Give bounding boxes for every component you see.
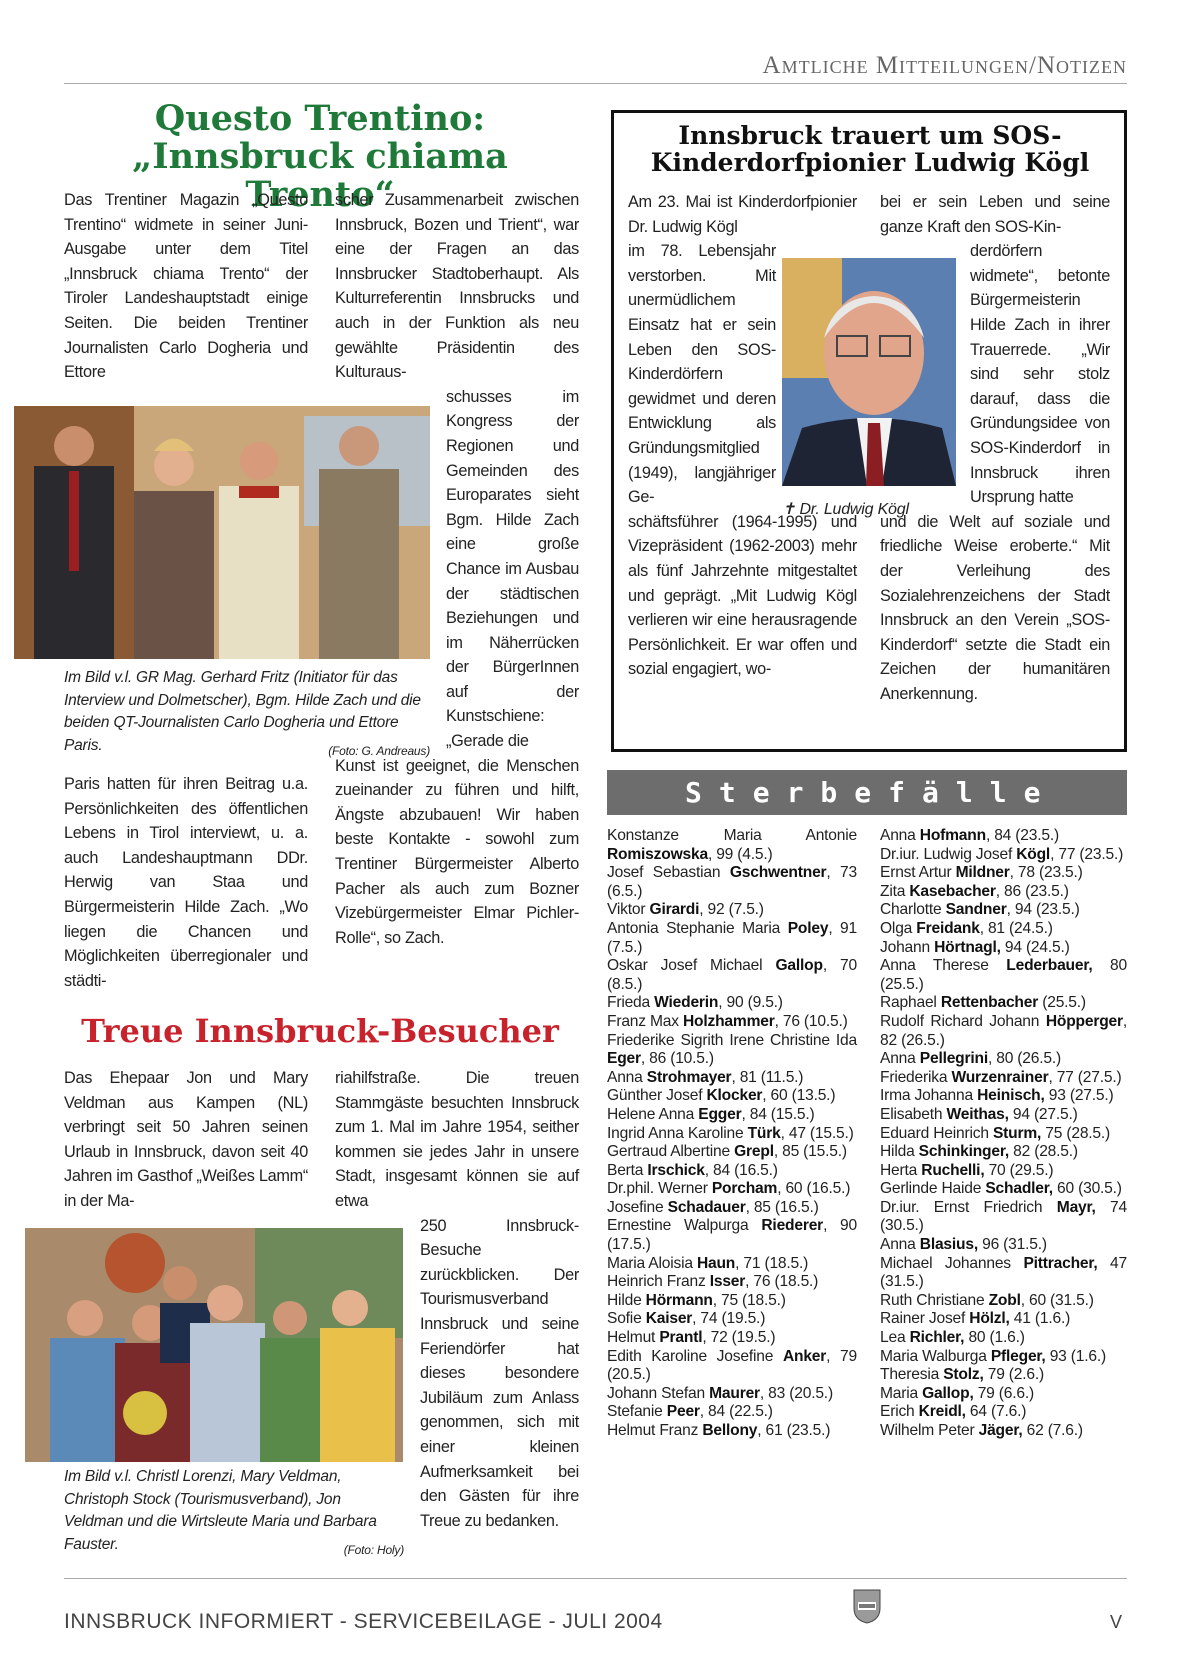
death-entry <box>880 1106 1127 1125</box>
surname: Gallop, <box>922 1384 974 1402</box>
age-date: 70 (29.5.) <box>984 1161 1054 1179</box>
death-entry <box>607 1292 857 1311</box>
surname: Anker <box>782 1347 827 1365</box>
death-entry <box>607 1273 857 1292</box>
surname: Schadauer <box>667 1198 746 1216</box>
article3-col1-top: Am 23. Mai ist Kinderdorfpionier Dr. Ludwig Kögl <box>628 193 857 236</box>
article3-col1-bottom: schäftsführer (1964-1995) und Vizepräsident (1962-2003) mehr als fünf Jahrzehnte mitgestaltet und geprägt. „Mit Ludwig Kögl verlieren wir eine herausragende Persönlichkeit. Er war offen und sozial engagiert, wo- <box>628 512 857 679</box>
surname: Zobl <box>988 1291 1021 1309</box>
surname: Irschick <box>647 1161 705 1179</box>
age-date: , 85 (16.5.) <box>745 1198 819 1216</box>
first-names: Lea <box>880 1329 910 1347</box>
first-names: Anna Therese <box>880 957 1007 975</box>
footer-publication: INNSBRUCK INFORMIERT - SERVICEBEILAGE - JULI 2004 <box>64 1610 663 1633</box>
first-names: Erich <box>880 1403 919 1421</box>
death-entry <box>880 901 1127 920</box>
first-names: Josefine <box>607 1198 668 1216</box>
age-date: , 86 (10.5.) <box>640 1050 714 1068</box>
death-entry <box>880 1087 1127 1106</box>
death-entry <box>607 1013 857 1032</box>
surname: Weithas, <box>946 1105 1009 1123</box>
age-date: , 90 (9.5.) <box>718 994 783 1012</box>
age-date: 60 (30.5.) <box>1052 1180 1122 1198</box>
death-entry <box>880 1329 1127 1348</box>
first-names: Wilhelm Peter <box>880 1422 979 1439</box>
death-entry <box>880 1162 1127 1181</box>
first-names: Viktor <box>607 901 650 919</box>
age-date: , 73 (6.5.) <box>607 864 857 900</box>
surname: Eger <box>607 1050 641 1068</box>
surname: Pfleger, <box>990 1347 1046 1365</box>
death-entry <box>607 1032 857 1069</box>
article1-col1-bottom: Paris hatten für ihren Beitrag u.a. Persönlichkeiten des öffentlichen Lebens in Tirol interviewt, u. a. auch Landeshauptmann DDr. Herwig van Staa und Bürgermeisterin Hilde Zach. „Wo liegen die Chancen und Möglichkeiten überregionaler und städti- <box>64 775 308 990</box>
death-entry <box>607 1422 857 1441</box>
first-names: Stefanie <box>607 1403 667 1421</box>
article3-col2-narrow: derdörfern widmete“, betonte Bürgermeisterin Hilde Zach in ihrer Trauerrede. „Wir sind sehr stolz darauf, dass die Gründungsidee von SOS-Kinderdorf in Innsbruck ihren Ursprung hatte <box>970 242 1110 507</box>
age-date: , 78 (23.5.) <box>1009 864 1083 882</box>
surname: Maurer <box>709 1384 760 1402</box>
death-entry <box>607 1162 857 1181</box>
death-entry <box>607 1348 857 1385</box>
first-names: Johann <box>880 938 935 956</box>
age-date: , 70 (8.5.) <box>607 957 858 993</box>
surname: Sandner <box>945 901 1007 919</box>
surname: Pittracher, <box>1023 1254 1098 1272</box>
first-names: Ernestine Walpurga <box>607 1217 762 1235</box>
section-header: Amtliche Mitteilungen/Notizen <box>762 52 1127 79</box>
innsbruck-coat-of-arms-icon <box>852 1588 882 1624</box>
age-date: 80 (1.6.) <box>964 1329 1025 1347</box>
first-names: Dr.iur. Ernst Friedrich <box>880 1198 1057 1216</box>
first-names: Helmut <box>607 1329 660 1347</box>
death-entry <box>880 1310 1127 1329</box>
age-date: , 83 (20.5.) <box>759 1384 833 1402</box>
death-entry <box>607 901 857 920</box>
surname: Grepl <box>734 1143 774 1161</box>
surname: Hörmann <box>645 1291 713 1309</box>
first-names: Rudolf Richard Johann <box>880 1012 1046 1030</box>
surname: Türk <box>747 1124 781 1142</box>
article3-col1-narrow: im 78. Lebensjahr verstorben. Mit unermüdlichem Einsatz hat er sein Leben den SOS-Kinderdörfern gewidmet und deren Entwicklung als Gründungsmitglied (1949), langjähriger Ge- <box>628 242 776 507</box>
surname: Egger <box>698 1105 742 1123</box>
age-date: 80 (25.5.) <box>880 957 1127 993</box>
deaths-list-col2 <box>880 827 1127 1441</box>
death-entry <box>607 1310 857 1329</box>
surname: Isser <box>709 1273 746 1291</box>
photo-credit: (Foto: Holy) <box>343 1542 404 1557</box>
age-date: , 84 (23.5.) <box>985 827 1059 844</box>
age-date: , 72 (19.5.) <box>702 1329 776 1347</box>
age-date: , 79 (20.5.) <box>607 1347 857 1384</box>
first-names: Zita <box>880 882 910 900</box>
article2-col2-narrow: 250 Innsbruck-Besuche zurückblicken. Der Tourismusverband Innsbruck und seine Feriendörfer hat dieses besondere Jubiläum zum Anlass genommen, sich mit einer kleinen Aufmerksamkeit bei den Gästen für ihre Treue zu bedanken. <box>420 1216 579 1530</box>
first-names: Raphael <box>880 994 941 1012</box>
death-entry <box>607 1125 857 1144</box>
age-date: , 86 (23.5.) <box>995 882 1069 900</box>
first-names: Josef Sebastian <box>607 864 730 882</box>
death-entry <box>880 939 1127 958</box>
surname: Porcham <box>711 1180 778 1198</box>
surname: Sturm, <box>992 1124 1042 1142</box>
age-date: , 60 (16.5.) <box>777 1180 851 1198</box>
age-date: , 85 (15.5.) <box>773 1143 847 1161</box>
article2-col1: Das Ehepaar Jon und Mary Veldman aus Kampen (NL) verbringt seit 50 Jahren seinen Urlaub in Innsbruck, davon seit 40 Jahren im Gasthof „Weißes Lamm“ in der Ma- <box>64 1069 308 1210</box>
death-entry <box>880 1422 1127 1441</box>
first-names: Helmut Franz <box>607 1422 703 1439</box>
deaths-banner: Sterbefälle <box>607 770 1127 815</box>
death-entry <box>607 1180 857 1199</box>
surname: Gallop <box>775 957 823 975</box>
age-date: , 76 (10.5.) <box>774 1012 848 1030</box>
first-names: Eduard Heinrich <box>880 1124 993 1142</box>
age-date: , 92 (7.5.) <box>699 901 764 919</box>
age-date: , 76 (18.5.) <box>745 1273 819 1291</box>
age-date: , 94 (23.5.) <box>1006 901 1080 919</box>
death-entry <box>880 827 1127 846</box>
death-entry <box>880 883 1127 902</box>
first-names: Olga <box>880 919 917 937</box>
age-date: , 91 (7.5.) <box>607 919 858 956</box>
first-names: Maria Walburga <box>880 1347 991 1365</box>
age-date: , 61 (23.5.) <box>757 1422 831 1439</box>
surname: Kögl <box>1016 845 1051 863</box>
death-entry <box>880 1403 1127 1422</box>
death-entry <box>880 1236 1127 1255</box>
death-entry <box>880 1050 1127 1069</box>
death-entry <box>880 994 1127 1013</box>
age-date: , 77 (23.5.) <box>1050 845 1124 863</box>
first-names: Theresia <box>880 1366 944 1384</box>
surname: Kaiser <box>645 1310 693 1328</box>
death-entry <box>880 1125 1127 1144</box>
article2-col2-top: riahilfstraße. Die treuen Stammgäste besuchten Innsbruck zum 1. Mal im Jahre 1954, seither kommen sie jedes Jahr in unsere Stadt, insgesamt können sie auf etwa <box>335 1069 579 1210</box>
first-names: Dr.phil. Werner <box>607 1180 712 1198</box>
first-names: Helene Anna <box>607 1105 699 1123</box>
surname: Höpperger <box>1045 1012 1123 1030</box>
death-entry <box>880 1143 1127 1162</box>
article3-col2-top: bei er sein Leben und seine ganze Kraft den SOS-Kin- <box>880 193 1110 236</box>
age-date: , 99 (4.5.) <box>707 845 773 863</box>
first-names: Anna <box>880 827 920 844</box>
first-names: Frieda <box>607 994 655 1012</box>
age-date: (25.5.) <box>1038 994 1086 1012</box>
article3-col2-bottom: und die Welt auf soziale und friedliche Weise eroberte.“ Mit der Verleihung des Sozialehrenzeichens der Stadt Innsbruck an den Verein „SOS-Kinderdorf“ setzte die Stadt ein Zeichen der humanitären Anerkennung. <box>880 512 1110 703</box>
article-koegl-title: Innsbruck trauert um SOS-Kinderdorfpionier Ludwig Kögl <box>650 121 1090 177</box>
surname: Mildner <box>955 864 1010 882</box>
surname: Mayr, <box>1056 1198 1096 1216</box>
age-date: , 82 (26.5.) <box>880 1012 1127 1049</box>
footer-rule <box>64 1578 1127 1579</box>
surname: Richler, <box>909 1329 965 1347</box>
age-date: 74 (30.5.) <box>880 1198 1127 1235</box>
first-names: Günther Josef <box>607 1087 707 1105</box>
death-entry <box>880 1292 1127 1311</box>
age-date: , 84 (15.5.) <box>741 1105 815 1123</box>
first-names: Ruth Christiane <box>880 1291 989 1309</box>
age-date: , 77 (27.5.) <box>1048 1068 1122 1086</box>
surname: Pellegrini <box>919 1050 988 1068</box>
death-entry <box>607 957 857 994</box>
first-names: Anna <box>880 1050 920 1068</box>
first-names: Antonia Stephanie Maria <box>607 919 788 937</box>
death-entry <box>880 1069 1127 1088</box>
age-date: 94 (24.5.) <box>1000 938 1070 956</box>
age-date: , 74 (19.5.) <box>692 1310 766 1328</box>
first-names: Konstanze Maria Antonie <box>607 827 857 844</box>
page-number: V <box>1110 1612 1123 1632</box>
first-names: Friederike Sigrith Irene Christine Ida <box>607 1031 857 1049</box>
first-names: Charlotte <box>880 901 946 919</box>
death-entry <box>880 957 1127 994</box>
age-date: 93 (1.6.) <box>1045 1347 1106 1365</box>
surname: Schadler, <box>985 1180 1053 1198</box>
surname: Heinisch, <box>977 1087 1045 1105</box>
first-names: Anna <box>880 1236 920 1254</box>
death-entry <box>880 920 1127 939</box>
death-entry <box>607 1106 857 1125</box>
age-date: , 75 (18.5.) <box>712 1291 786 1309</box>
death-entry <box>607 864 857 901</box>
first-names: Ernst Artur <box>880 864 956 882</box>
caption-text: Im Bild v.l. GR Mag. Gerhard Fritz (Initiator für das Interview und Dolmetscher), Bgm. Hilde Zach und die beiden QT-Journalisten Carlo Dogheria und Ettore Paris. <box>64 669 421 754</box>
article-treue-title: Treue Innsbruck-Besucher <box>81 1012 559 1050</box>
article1-col2 <box>335 188 579 950</box>
death-entry <box>607 1217 857 1254</box>
title-line-1: Questo Trentino: <box>154 98 486 139</box>
surname: Haun <box>696 1254 736 1272</box>
first-names: Ingrid Anna Karoline <box>607 1124 748 1142</box>
surname: Rettenbacher <box>940 994 1039 1012</box>
first-names: Gerlinde Haide <box>880 1180 986 1198</box>
age-date: 75 (28.5.) <box>1041 1124 1111 1142</box>
first-names: Sofie <box>607 1310 646 1328</box>
age-date: , 71 (18.5.) <box>735 1254 809 1272</box>
surname: Wurzenrainer <box>951 1068 1049 1086</box>
article1-col2-top: scher Zusammenarbeit zwischen Innsbruck, Bozen und Trient“, war eine der Fragen an das Innsbrucker Stadtoberhaupt. Als Kulturreferentin Innsbrucks und auch in der Funktion als neu gewählte Präsidentin des Kulturaus- <box>335 191 579 382</box>
surname: Hölzl, <box>969 1310 1010 1328</box>
koegl-photo-caption: ✝ Dr. Ludwig Kögl <box>782 501 909 518</box>
first-names: Herta <box>880 1161 922 1179</box>
article1-col2-narrow: schusses im Kongress der Regionen und Gemeinden des Europarates sieht Bgm. Hilde Zach eine große Chance im Ausbau der städtischen Beziehungen und im Näherrücken der BürgerInnen auf der Kunstschiene: „Gerade die <box>446 387 579 751</box>
surname: Stolz, <box>943 1366 984 1384</box>
photo2-caption <box>64 1466 404 1561</box>
age-date: 82 (28.5.) <box>1009 1143 1078 1161</box>
surname: Wiederin <box>654 994 719 1012</box>
surname: Gschwentner <box>729 864 827 882</box>
surname: Blasius, <box>919 1236 978 1254</box>
death-entry <box>880 1255 1127 1292</box>
first-names: Gertraud Albertine <box>607 1143 735 1161</box>
photo-ludwig-koegl <box>782 258 956 486</box>
article1-col2-bottom: Kunst ist geeignet, die Menschen zueinander zu führen und hilft, Ängste abzubauen! Wir haben beste Kontakte - sowohl zum Trentiner Bürgermeister Alberto Pacher als auch zum Bozner Vizebürgermeister Elmar Pichler-Rolle“, so Zach. <box>335 756 579 947</box>
first-names: Dr.iur. Ludwig Josef <box>880 845 1017 863</box>
death-entry <box>880 1199 1127 1236</box>
death-entry <box>607 1329 857 1348</box>
age-date: , 84 (16.5.) <box>704 1161 778 1179</box>
age-date: 47 (31.5.) <box>880 1254 1127 1291</box>
first-names: Edith Karoline Josefine <box>607 1347 783 1365</box>
age-date: , 81 (24.5.) <box>979 919 1053 937</box>
first-names: Anna <box>607 1068 647 1086</box>
death-entry <box>607 827 857 864</box>
death-entry <box>880 1180 1127 1199</box>
first-names: Friederika <box>880 1068 952 1086</box>
age-date: , 80 (26.5.) <box>987 1050 1061 1068</box>
death-entry <box>607 920 857 957</box>
surname: Bellony <box>702 1422 758 1439</box>
age-date: , 90 (17.5.) <box>607 1217 858 1254</box>
surname: Jäger, <box>978 1422 1023 1439</box>
age-date: 79 (2.6.) <box>983 1366 1044 1384</box>
death-entry <box>607 1069 857 1088</box>
age-date: 64 (7.6.) <box>965 1403 1027 1421</box>
age-date: , 84 (22.5.) <box>699 1403 773 1421</box>
first-names: Heinrich Franz <box>607 1273 710 1291</box>
header-rule <box>64 83 1127 84</box>
death-entry <box>607 1087 857 1106</box>
death-entry <box>607 1255 857 1274</box>
age-date: 79 (6.6.) <box>973 1384 1034 1402</box>
age-date: , 47 (15.5.) <box>780 1124 854 1142</box>
first-names: Maria <box>880 1384 923 1402</box>
deaths-list-col1 <box>607 827 857 1441</box>
age-date: 94 (27.5.) <box>1008 1105 1078 1123</box>
age-date: , 81 (11.5.) <box>731 1068 804 1086</box>
first-names: Hilde <box>607 1291 646 1309</box>
caption-text: Im Bild v.l. Christl Lorenzi, Mary Veldman, Christoph Stock (Tourismusverband), Jon Veldman und die Wirtsleute Maria und Barbara Fauster. <box>64 1468 377 1553</box>
death-entry <box>607 1143 857 1162</box>
surname: Klocker <box>706 1087 763 1105</box>
title-line-2: „Innsbruck chiama Trento“ <box>132 135 508 215</box>
death-entry <box>607 994 857 1013</box>
surname: Strohmayer <box>646 1068 732 1086</box>
surname: Hofmann <box>919 827 986 844</box>
surname: Romiszowska <box>607 845 708 863</box>
death-entry <box>880 1366 1127 1385</box>
first-names: Johann Stefan <box>607 1384 710 1402</box>
death-entry <box>607 1403 857 1422</box>
first-names: Oskar Josef Michael <box>607 957 776 975</box>
death-entry <box>880 1013 1127 1050</box>
first-names: Elisabeth <box>880 1105 947 1123</box>
surname: Freidank <box>916 919 980 937</box>
death-entry <box>880 864 1127 883</box>
age-date: , 60 (31.5.) <box>1020 1291 1094 1309</box>
age-date: 96 (31.5.) <box>977 1236 1047 1254</box>
surname: Riederer <box>761 1217 824 1235</box>
surname: Peer <box>666 1403 700 1421</box>
surname: Prantl <box>659 1329 703 1347</box>
first-names: Michael Johannes <box>880 1254 1024 1272</box>
surname: Ruchelli, <box>921 1161 985 1179</box>
surname: Schinkinger, <box>918 1143 1009 1161</box>
surname: Kasebacher <box>909 882 996 900</box>
age-date: 41 (1.6.) <box>1009 1310 1071 1328</box>
article1-col1-top: Das Trentiner Magazin „Questo Trentino“ widmete in seiner Juni-Ausgabe unter dem Titel „Innsbruck chiama Trento“ der Tiroler Landeshauptstadt einige Seiten. Die beiden Trentiner Journalisten Carlo Dogheria und Ettore <box>64 191 308 382</box>
surname: Lederbauer, <box>1006 957 1093 975</box>
first-names: Hilda <box>880 1143 919 1161</box>
surname: Poley <box>787 919 829 937</box>
age-date: 62 (7.6.) <box>1022 1422 1083 1439</box>
first-names: Irma Johanna <box>880 1087 978 1105</box>
death-entry <box>880 846 1127 865</box>
death-entry <box>607 1385 857 1404</box>
first-names: Franz Max <box>607 1012 683 1030</box>
age-date: 93 (27.5.) <box>1044 1087 1114 1105</box>
first-names: Maria Aloisia <box>607 1254 697 1272</box>
first-names: Rainer Josef <box>880 1310 970 1328</box>
surname: Hörtnagl, <box>934 938 1001 956</box>
surname: Girardi <box>649 901 700 919</box>
death-entry <box>607 1199 857 1218</box>
age-date: , 60 (13.5.) <box>762 1087 836 1105</box>
surname: Kreidl, <box>918 1403 966 1421</box>
death-entry <box>880 1348 1127 1367</box>
first-names: Berta <box>607 1161 648 1179</box>
photo-veldman-group <box>25 1228 403 1462</box>
surname: Holzhammer <box>682 1012 775 1030</box>
photo-credit: (Foto: G. Andreaus) <box>328 743 430 758</box>
death-entry <box>880 1385 1127 1404</box>
